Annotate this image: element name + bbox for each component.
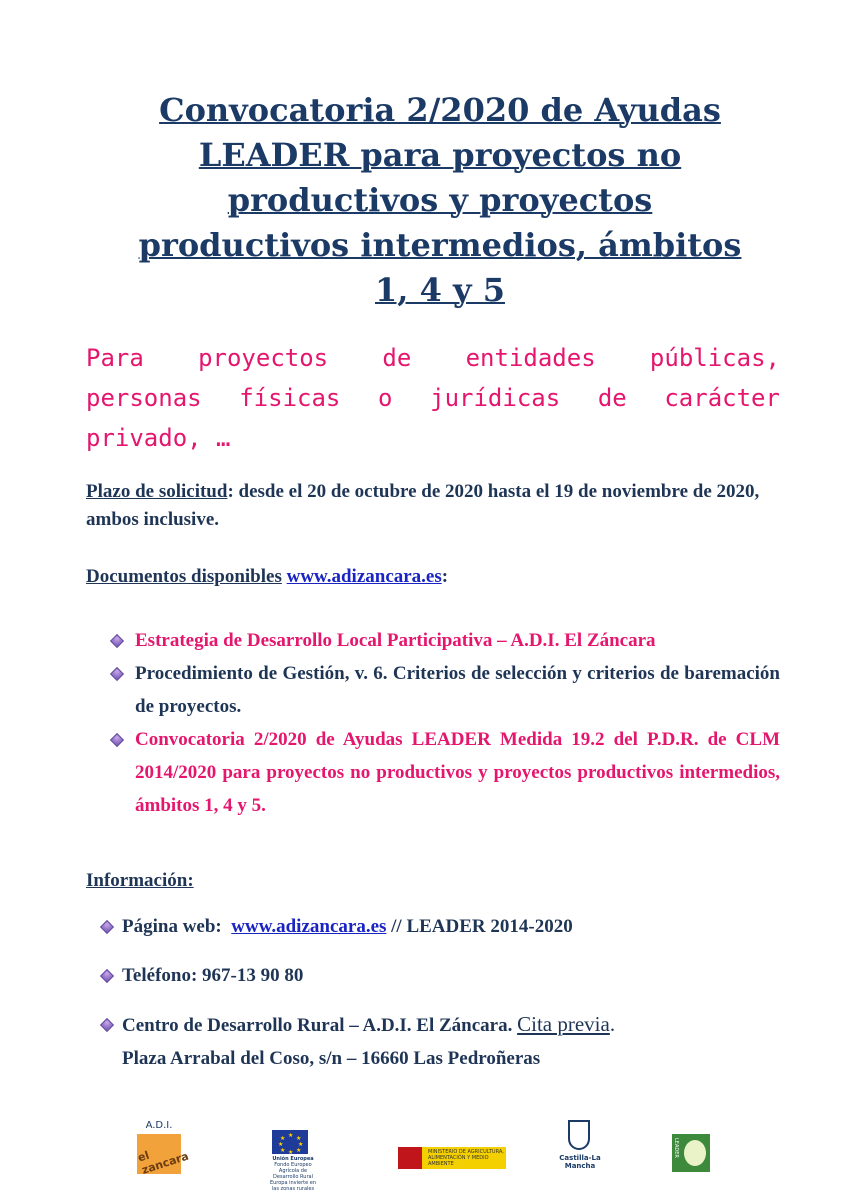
bullet-diamond-icon	[100, 920, 114, 934]
leader-text: LEADER	[673, 1138, 679, 1158]
intro-word: Para	[86, 344, 144, 372]
gobierno-flag-icon	[398, 1147, 506, 1169]
bullet-diamond-icon	[100, 1018, 114, 1032]
intro-line-2	[86, 378, 780, 418]
adi-logo	[134, 1120, 191, 1180]
info-list	[100, 910, 790, 1091]
plazo-label: Plazo de solicitud	[86, 481, 228, 502]
list-item[interactable]	[110, 657, 780, 723]
intro-word: públicas,	[649, 344, 780, 372]
bullet-diamond-icon	[110, 667, 124, 681]
info-heading-label: Información:	[86, 870, 194, 891]
leader-logo	[672, 1120, 712, 1180]
documents-link[interactable]: www.adizancara.es	[286, 566, 442, 587]
plazo-text: : desde el 20 de octubre de 2020 hasta el 19 de noviembre de 2020, ambos inclusive.	[86, 481, 760, 530]
cita-previa[interactable]: Cita previa	[517, 1012, 610, 1036]
title-line: 1, 4 y 5	[375, 271, 505, 309]
intro-word: jurídicas	[430, 384, 561, 412]
leader-leaf-icon	[672, 1134, 710, 1172]
intro-word: de	[597, 384, 627, 412]
clm-shield-icon	[568, 1120, 590, 1150]
bullet-diamond-icon	[110, 733, 124, 747]
intro-line-3: privado, …	[86, 424, 231, 452]
eu-flag-icon: ★ ★ ★ ★ ★ ★ ★ ★	[272, 1130, 308, 1154]
intro-word: proyectos	[198, 344, 329, 372]
center-text: Centro de Desarrollo Rural – A.D.I. El Záncara.	[122, 1015, 513, 1036]
documents-list	[110, 624, 780, 822]
title-line: productivos intermedios, ámbitos	[138, 226, 742, 264]
title-line: Convocatoria 2/2020 de Ayudas	[159, 91, 721, 129]
web-link[interactable]: www.adizancara.es	[231, 916, 387, 937]
bullet-diamond-icon	[100, 969, 114, 983]
list-item[interactable]	[110, 624, 780, 657]
eu-logo	[268, 1120, 320, 1192]
documents-heading-label: Documentos disponibles	[86, 566, 282, 587]
web-label: Página web:	[122, 916, 222, 937]
intro-word: físicas	[239, 384, 341, 412]
document-item-1: Estrategia de Desarrollo Local Participativa – A.D.I. El Záncara	[135, 630, 656, 651]
eu-fund: Fondo Europeo Agrícola de Desarrollo Rural	[273, 1162, 313, 1180]
cita-dot: .	[609, 1012, 616, 1036]
info-heading	[86, 870, 194, 892]
intro-line-1	[86, 338, 780, 378]
intro-word: carácter	[664, 384, 780, 412]
info-item-phone	[100, 959, 790, 992]
intro-word: o	[378, 384, 393, 412]
gobierno-logo	[398, 1120, 506, 1180]
adi-logo-icon	[136, 1134, 191, 1177]
page-title	[80, 88, 800, 313]
spain-crest-icon	[398, 1147, 422, 1169]
info-item-web	[100, 910, 790, 943]
info-item-center	[100, 1008, 790, 1075]
list-item[interactable]	[110, 723, 780, 822]
eu-motto: Europa invierte en las zonas rurales	[269, 1180, 317, 1192]
adi-name: el zancara	[136, 1148, 191, 1177]
eu-title: Unión Europea	[272, 1156, 314, 1162]
title-line: LEADER para proyectos no	[198, 136, 682, 174]
title-line: productivos y proyectos	[227, 181, 653, 219]
documents-colon: :	[441, 566, 449, 587]
gobierno-text: MINISTERIO DE AGRICULTURA, ALIMENTACIÓN Y MEDIO AMBIENTE	[428, 1149, 504, 1167]
clm-text: Castilla-La Mancha	[559, 1154, 601, 1170]
adi-label: A.D.I.	[145, 1120, 173, 1131]
eu-text	[268, 1156, 318, 1192]
plazo-paragraph	[86, 478, 786, 534]
intro-word: de	[382, 344, 412, 372]
phone-text: Teléfono: 967-13 90 80	[122, 965, 304, 986]
document-item-2: Procedimiento de Gestión, v. 6. Criterios de selección y criterios de baremación de proyectos.	[135, 663, 780, 717]
intro-word: entidades	[465, 344, 596, 372]
document-item-3: Convocatoria 2/2020 de Ayudas LEADER Medida 19.2 del P.D.R. de CLM 2014/2020 para proyectos no productivos y proyectos productivos intermedios, ámbitos 1, 4 y 5.	[135, 729, 780, 816]
clm-logo	[554, 1120, 606, 1180]
documents-heading	[86, 566, 448, 588]
bullet-diamond-icon	[110, 634, 124, 648]
web-suffix: // LEADER 2014-2020	[386, 916, 573, 937]
address-text: Plaza Arrabal del Coso, s/n – 16660 Las Pedroñeras	[122, 1048, 541, 1069]
leader-leaf-inner	[684, 1140, 706, 1166]
footer-logos	[0, 1120, 842, 1192]
intro-word: personas	[86, 384, 202, 412]
intro-paragraph	[86, 338, 780, 458]
